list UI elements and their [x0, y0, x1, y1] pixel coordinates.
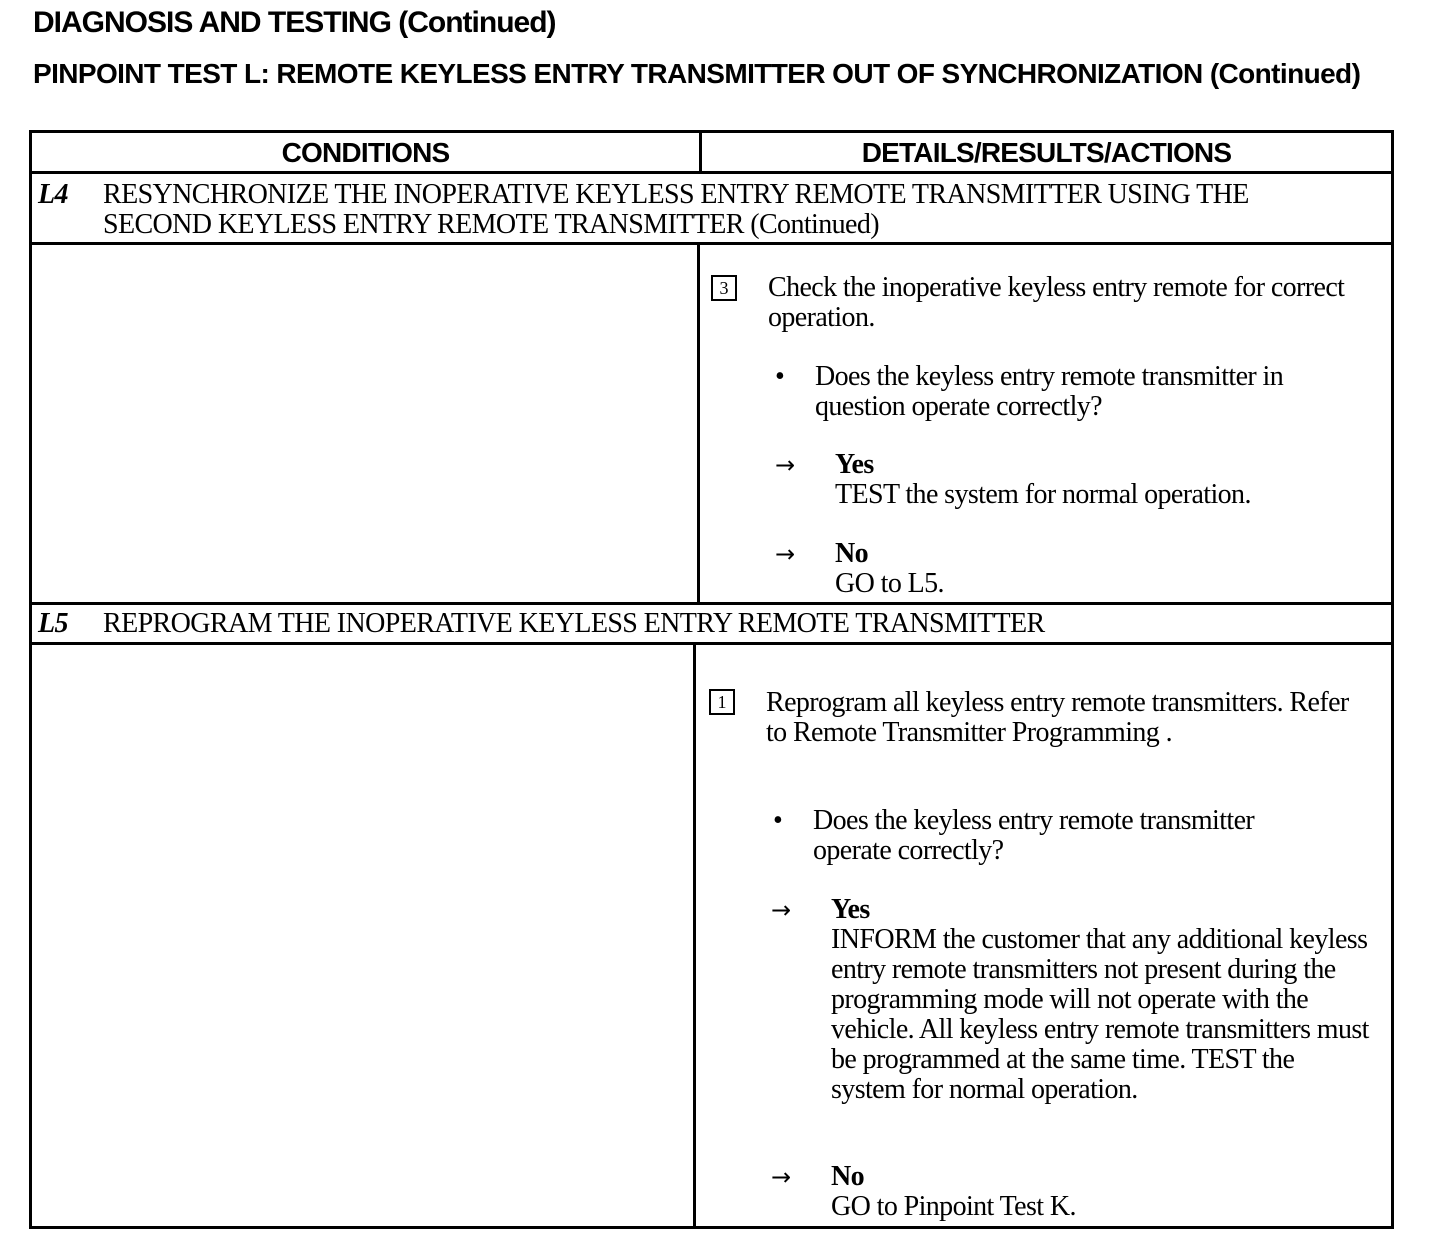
l4-step-title: RESYNCHRONIZE THE INOPERATIVE KEYLESS ENTRY REMOTE TRANSMITTER USING THE SECOND KEYLESS ENTRY REMOTE TRANSMITTER (Continued) [103, 179, 1249, 240]
l5-step-id: L5 [38, 608, 68, 639]
l4-yes-action: TEST the system for normal operation. [835, 479, 1251, 510]
l5-no-action: GO to Pinpoint Test K. [831, 1191, 1076, 1222]
l4-title-divider [29, 242, 1394, 245]
l5-top-divider [29, 602, 1394, 605]
column-divider-l4 [697, 243, 700, 604]
l4-question: Does the keyless entry remote transmitter in question operate correctly? [815, 361, 1284, 422]
l4-step-number-box: 3 [711, 275, 737, 301]
l5-question: Does the keyless entry remote transmitter operate correctly? [813, 805, 1255, 866]
conditions-column-header: CONDITIONS [281, 137, 450, 168]
l4-bullet-icon: • [775, 361, 785, 392]
l5-no-label: No [831, 1161, 865, 1192]
l5-step-number-box: 1 [709, 689, 735, 715]
l4-step-instruction: Check the inoperative keyless entry remote for correct operation. [768, 272, 1345, 333]
l5-yes-label: Yes [831, 894, 870, 925]
l5-title-divider [29, 642, 1394, 645]
pinpoint-test-title: PINPOINT TEST L: REMOTE KEYLESS ENTRY TRANSMITTER OUT OF SYNCHRONIZATION (Continued) [33, 58, 1361, 89]
l5-step-instruction: Reprogram all keyless entry remote transmitters. Refer to Remote Transmitter Programming . [766, 687, 1349, 748]
column-divider-l5 [693, 643, 696, 1229]
l4-yes-arrow-icon: → [775, 451, 796, 479]
l4-no-label: No [835, 538, 869, 569]
l5-step-title: REPROGRAM THE INOPERATIVE KEYLESS ENTRY REMOTE TRANSMITTER [103, 608, 1045, 639]
l5-yes-action: INFORM the customer that any additional keyless entry remote transmitters not present during the programming mode will not operate with the vehicle. All keyless entry remote transmitters must be programmed at the same time. TEST the system for normal operation. [831, 924, 1369, 1105]
details-column-header: DETAILS/RESULTS/ACTIONS [861, 137, 1232, 168]
l5-no-arrow-icon: → [771, 1163, 792, 1191]
page-header: DIAGNOSIS AND TESTING (Continued) [33, 6, 556, 39]
l5-bullet-icon: • [773, 805, 783, 836]
l4-yes-label: Yes [835, 449, 874, 480]
l4-step-id: L4 [38, 179, 68, 210]
l4-no-action: GO to L5. [835, 568, 944, 599]
l4-no-arrow-icon: → [775, 540, 796, 568]
l5-yes-arrow-icon: → [771, 896, 792, 924]
